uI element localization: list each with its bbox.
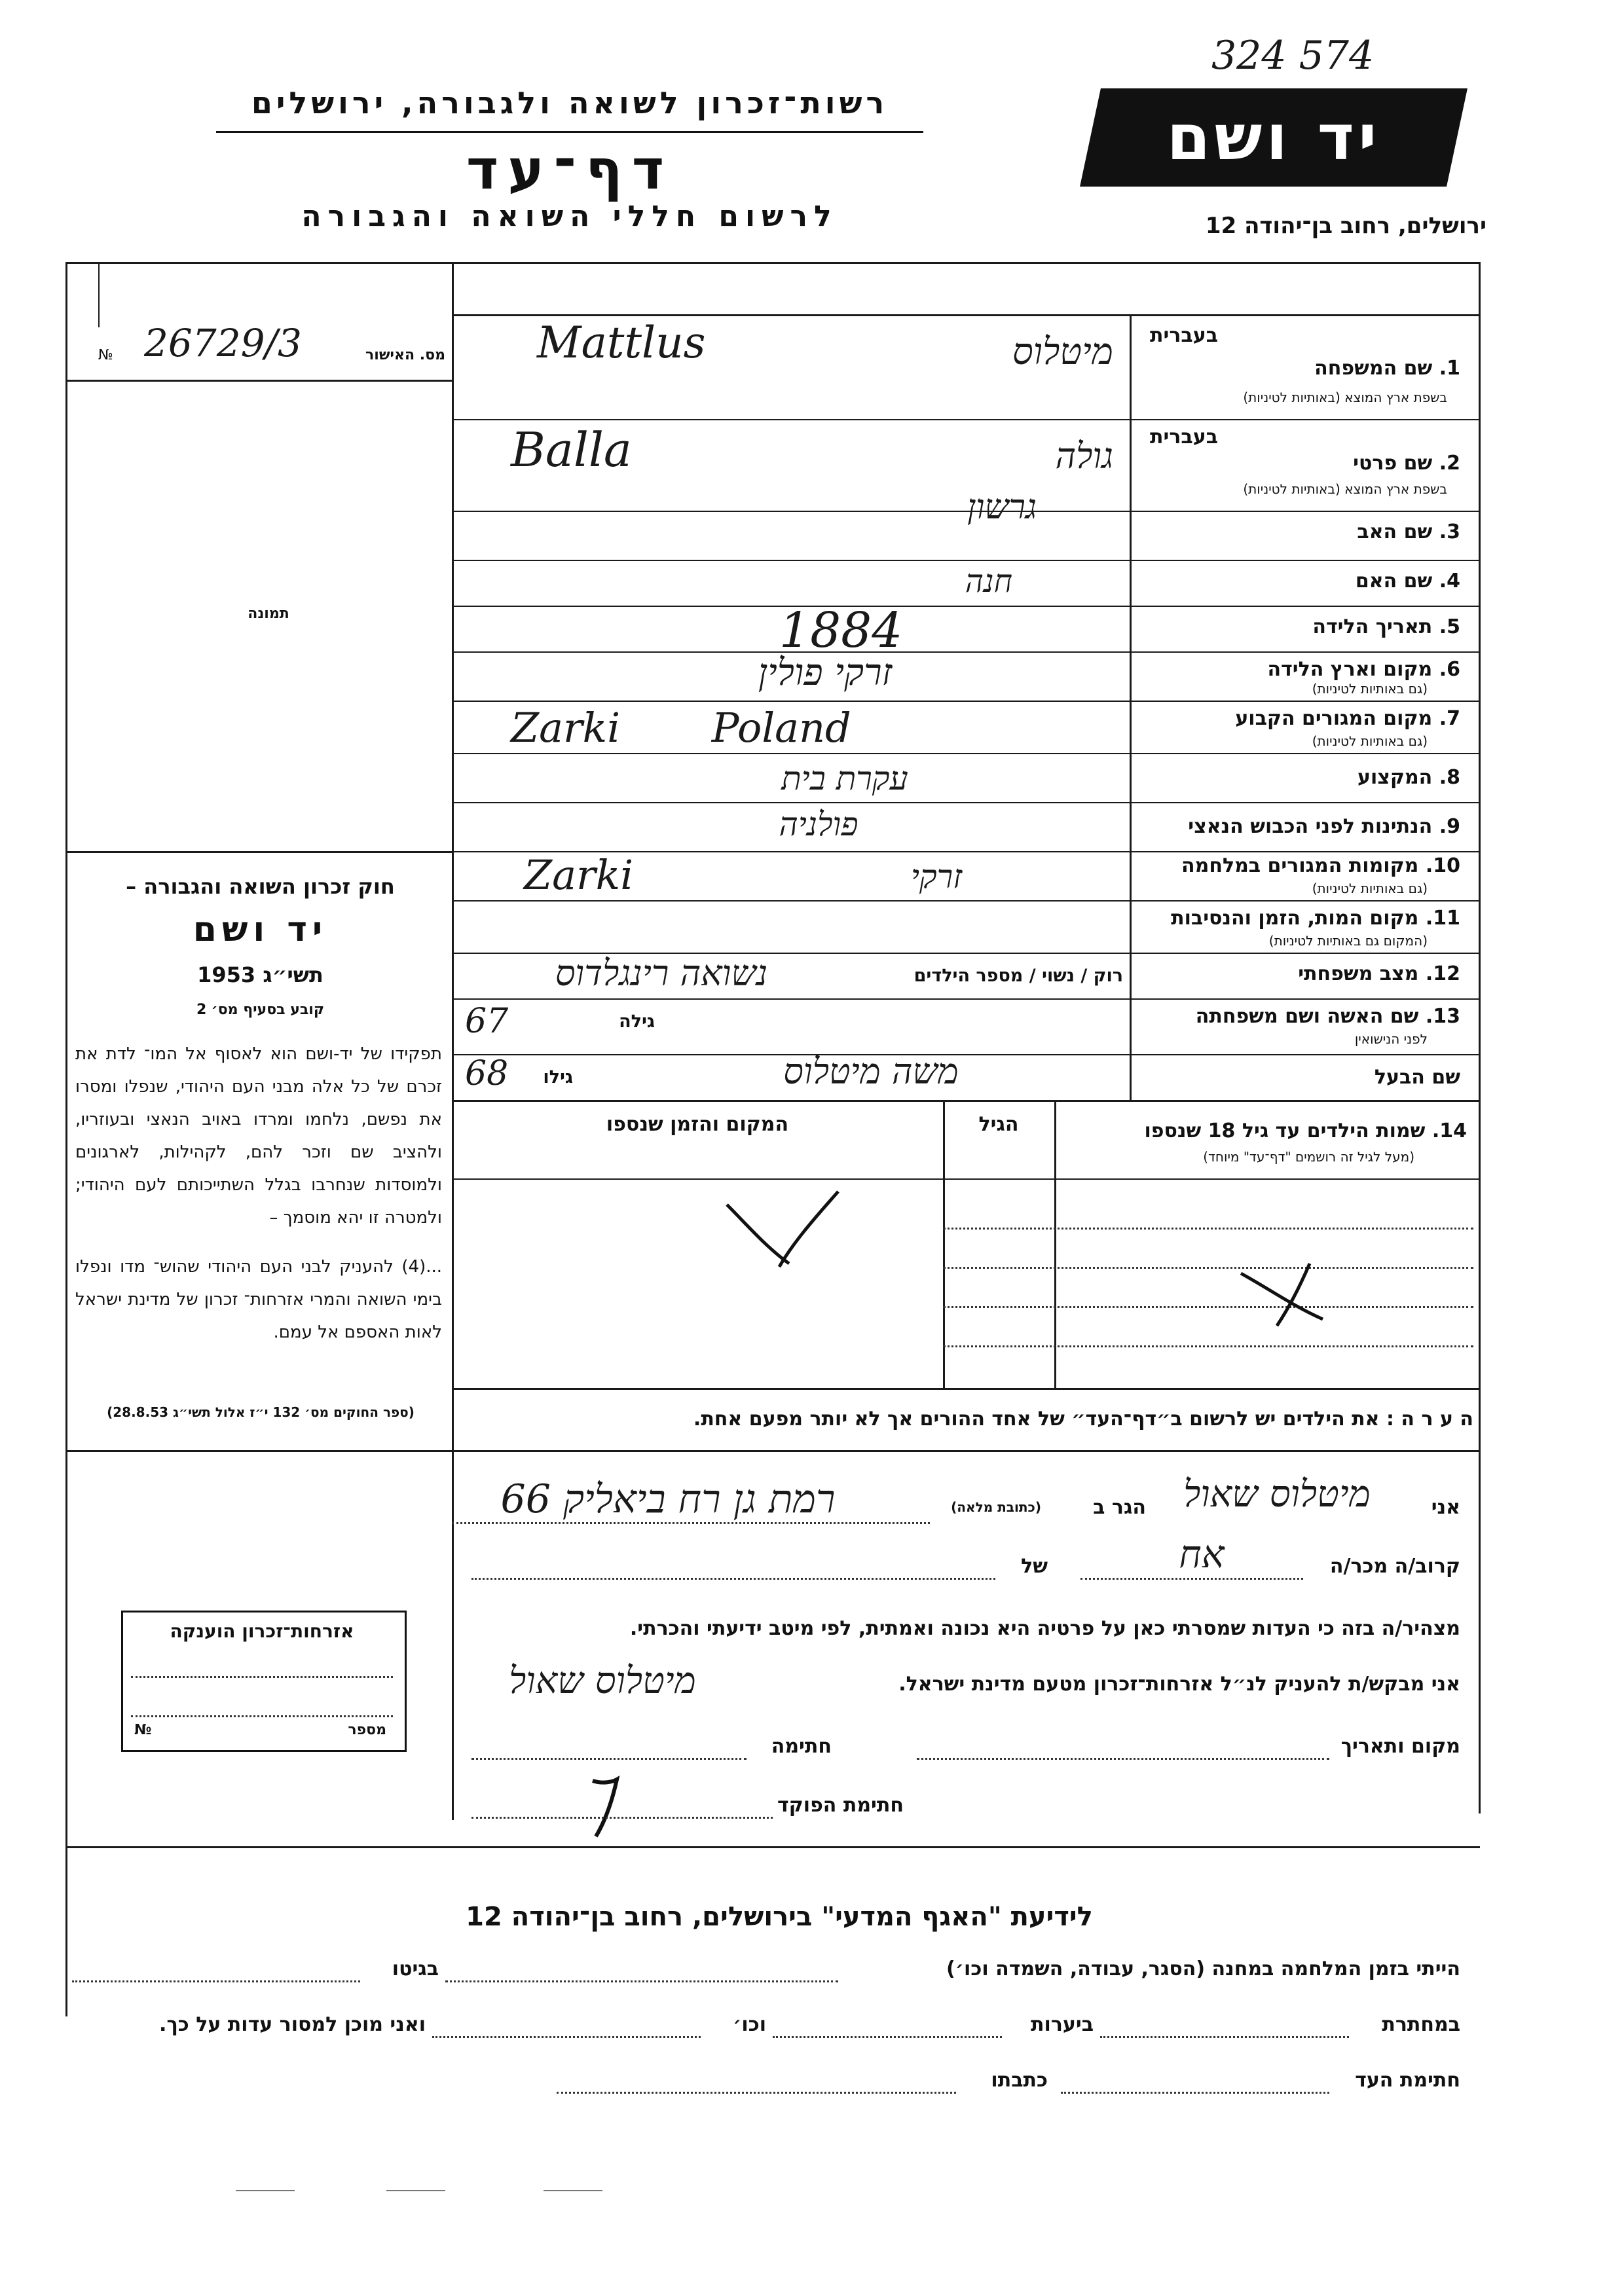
declaration-request: אני מבקש/ת להעניק לנ״ל אזרחות־זכרון מטעם מדינת ישראל. [898,1673,1460,1696]
field-9-label [1139,815,1460,838]
children-title: שמות הילדים עד גיל 18 שנספו [1144,1120,1426,1142]
row-sep-14 [452,1100,1480,1102]
law-name: יד ושם [193,910,328,949]
intel-address-label: כתבתו [991,2069,1048,2092]
field-5-label [1139,615,1460,638]
declaration-relative-label: קרוב/ה מכר/ה [1329,1555,1460,1578]
field-6-text: מקום וארץ הלידה [1267,658,1433,681]
field-2-value-hebrew: גולה [1055,435,1113,477]
children-col-age: הגיל [978,1113,1019,1136]
children-col-1 [943,1100,945,1388]
declaration-statement: מצהיר/ה בזה כי העדות שמסרתי כאן על פרטיה היא נכונה ואמתית, לפי מיטב ידיעתי והכרתי. [629,1617,1460,1640]
field-5-text: תאריך הלידה [1312,615,1433,638]
citizenship-line-1 [131,1676,393,1678]
children-header-rule [452,1178,1480,1180]
officer-signature-label: חתימת הפוקד [777,1794,904,1817]
citizenship-line-2 [131,1715,393,1717]
field-8-text: המקצוע [1357,766,1433,789]
archive-reference: 324 574 [1211,33,1375,79]
field-4-label [1139,570,1460,592]
intel-witness-line [1061,2092,1329,2094]
field-7-label [1139,707,1460,730]
field-12-text: מצב משפחתי [1298,962,1419,985]
husband-age: 68 [465,1054,509,1093]
law-text-2: ...(4) להעניק לבני העם היהודי שהוש־ מדו ונפלו בימי השואה והמרי אזרחות־ זכרון של מדינת ישראל לאות האספם אל עמם. [75,1257,442,1342]
declaration-of-line [471,1578,995,1580]
row-sep-10 [452,900,1480,902]
field-8-value: עקרת בית [781,759,908,797]
field-3-text: שם האב [1357,520,1433,543]
children-cross-right [1231,1257,1329,1329]
field-13-inline-label: גילה [619,1011,655,1032]
field-2-label [1139,452,1460,475]
field-1-num: 1. [1439,357,1460,380]
field-5-num: 5. [1439,615,1460,638]
field-6-num: 6. [1439,658,1460,681]
field-2-sub: בשפת ארץ המוצא (באותיות לטיניות) [1243,481,1447,497]
field-3-label [1139,520,1460,543]
law-clause: קובע בסעיף מס׳ 2 [196,1002,325,1018]
citizenship-number-mark: № [134,1722,152,1738]
field-5-value: 1884 [779,602,903,659]
field-13-sub: לפני הנישואין [1354,1031,1428,1047]
officer-signature-line [471,1817,773,1819]
field-6-value: זרקי פולין [758,651,893,694]
row-sep-6 [452,701,1480,702]
declaration-i-label: אני [1431,1496,1460,1519]
officer-signature-mark [576,1768,635,1840]
field-9-value: פולניה [779,805,858,843]
field-11-sub: (המקום גם באותיות לטיניות) [1268,933,1428,949]
approval-label: מס. האישור [365,347,445,363]
field-7-text: מקום המגורים הקבוע [1235,707,1433,730]
law-text-1: תפקידו של יד-ושם הוא לאסוף אל המו־ לדת את זכרם של כל אלה מבני העם היהודי, שנפלו ומסרו את נפשם, נלחמו ומרדו באויב הנאצי ובעוזריו, ולהציב שם וזכר להם, לקהילות, לארגונים ולמוסדות שנחרבו בגלל השתייכותם לעם היהודי; ולמטרה זו יהא מוסמך – [75,1044,442,1228]
field-7-sub: (גם באותיות לטיניות) [1312,733,1428,749]
children-sub: (מעל לגיל זה רושמים "דף־עד" מיוחד) [1203,1149,1414,1165]
field-4-text: שם האם [1355,570,1433,592]
row-sep-1 [452,419,1480,420]
field-1-label [1139,357,1460,380]
field-13-text: שם האשה ושם משפחתה [1195,1005,1419,1028]
approval-no-mark: № [98,347,113,363]
row-sep-7 [452,753,1480,754]
field-3-num: 3. [1439,520,1460,543]
frame-left [65,262,67,2016]
place-date-label: מקום ותאריך [1340,1735,1460,1758]
field-4-num: 4. [1439,570,1460,592]
field-2-value-latin: Balla [511,422,632,477]
approval-rule [65,380,453,382]
left-approval-divider [98,262,100,327]
field-4-value: חנה [965,563,1013,600]
address: ירושלים, רחוב בן־יהודה 12 [1205,213,1486,239]
field-12-inline-label: רוק / נשוי / מספר הילדים [913,966,1123,986]
children-row-1 [943,1228,1473,1230]
field-11-text: מקום המות, הזמן והנסיבות [1171,907,1419,930]
row-sep-3 [452,560,1480,561]
signature-line [471,1758,747,1760]
field-13-value: 67 [465,1002,509,1041]
field-1-value-latin: Mattlus [537,318,706,368]
field-2-hebrew-tag: בעברית [1150,426,1218,448]
field-8-num: 8. [1439,766,1460,789]
note-rule [65,1450,1480,1452]
row-sep-8 [452,802,1480,803]
field-7-value: Zarki Poland [511,704,851,752]
field-10-sub: (גם באותיות לטיניות) [1312,881,1428,896]
field-12-label [1139,962,1460,985]
field-1-text: שם המשפחה [1314,357,1433,380]
declaration-full-address: (כתובת מלאה) [951,1499,1041,1515]
husband-label: שם הבעל [1374,1066,1460,1089]
children-cross-left [714,1185,845,1270]
husband-inline-label: גילו [543,1067,573,1087]
scan-mark-1 [236,2190,295,2191]
field-11-label [1139,907,1460,930]
form-title: דף־עד [466,137,674,202]
field-3-value: גרשון [967,488,1037,527]
header-rule [216,131,923,133]
husband-value: משה מיטלוס [783,1051,959,1092]
field-6-label [1139,658,1460,681]
declaration-resides-label: הגר ב [1093,1496,1146,1519]
field-9-num: 9. [1439,815,1460,838]
row-sep-12 [452,998,1480,1000]
scan-mark-3 [544,2190,602,2191]
citizenship-title: אזרחות־זכרון הוענקה [170,1620,354,1642]
declaration-relative-line [1080,1578,1303,1580]
law-reference: (ספר החוקים מס׳ 132 י״ז אלול תשי״ג 28.8.53) [107,1404,415,1420]
field-9-text: הנתינות לפני הכבוש הנאצי [1188,815,1433,838]
place-date-line [917,1758,1329,1760]
form-subtitle: לרשום חללי השואה והגבורה [301,200,838,233]
intel-line1-blank-a [445,1980,838,1982]
intel-line1-blank-b [72,1980,360,1982]
children-row-4 [943,1345,1473,1347]
field-6-sub: (גם באותיות לטיניות) [1312,681,1428,697]
row-sep-4 [452,606,1480,607]
field-13-num: 13. [1425,1005,1460,1028]
declaration-address-value: רמת גן רח ביאליק 66 [500,1476,836,1522]
field-13-label [1139,1005,1460,1028]
intel-line2-ready: ואני מוכן למסור עדות על כך. [159,2013,426,2036]
intel-line1-ghetto: בגיטו [392,1958,439,1980]
column-divider [452,262,454,1820]
children-bottom-rule [452,1388,1480,1390]
field-10-value-latin: Zarki [524,851,634,899]
approval-number: 26729/3 [144,321,302,365]
law-year: תשי״ג 1953 [197,962,323,987]
intel-line2-underground: במחתרת [1382,2013,1460,2036]
authority-title: רשות־זכרון לשואה ולגבורה, ירושלים [251,85,889,120]
citizenship-number-label: מספר [348,1722,386,1738]
children-note: ה ע ר ה : את הילדים יש לרשום ב״דף־העד״ של אחד ההורים אך לא יותר מפעם אחת. [693,1408,1473,1430]
field-1-value-hebrew: מיטלוס [1012,331,1113,373]
declaration-name: מיטלוס שאול [1183,1473,1371,1516]
field-12-num: 12. [1425,962,1460,985]
field-8-label [1139,766,1460,789]
intel-line2-etc: וכו׳ [733,2013,766,2036]
intel-line2-blank-b [773,2036,1002,2038]
law-title: חוק זכרון השואה והגבורה – [126,874,395,899]
field-1-sub: בשפת ארץ המוצא (באותיות לטיניות) [1243,390,1447,405]
intel-line1: הייתי בזמן המלחמה במחנה (הסגר, עבודה, השמדה וכו׳) [946,1958,1460,1980]
declaration-request-signature: מיטלוס שאול [509,1660,696,1702]
field-2-text: שם פרטי [1353,452,1433,475]
children-col-place: המקום והזמן שנספו [606,1113,789,1136]
top-strip [452,314,1480,316]
children-row-2 [943,1267,1473,1269]
photo-rule [65,851,453,853]
frame-right [1479,262,1481,1813]
field-1-hebrew-tag: בעברית [1150,324,1218,347]
frame-top [65,262,1480,264]
field-2-num: 2. [1439,452,1460,475]
children-label [1061,1120,1467,1142]
intel-address-line [557,2092,956,2094]
field-12-value: נשואה רינגלדוס [555,953,768,994]
children-col-2 [1054,1100,1056,1388]
declaration-bottom-rule [65,1846,1480,1848]
field-10-num: 10. [1425,854,1460,877]
intel-line2-blank-a [1100,2036,1349,2038]
label-divider [1130,314,1132,1100]
field-7-num: 7. [1439,707,1460,730]
intel-line2-blank-c [432,2036,701,2038]
signature-label: חתימה [771,1735,832,1758]
children-row-3 [943,1306,1473,1308]
field-11-num: 11. [1425,907,1460,930]
intel-line2-forests: ביערות [1031,2013,1094,2036]
logo-text: יד ושם [1166,101,1381,174]
field-10-value-hebrew: זרקי [910,858,963,896]
children-num: 14. [1431,1120,1467,1142]
scan-mark-2 [386,2190,445,2191]
declaration-address-line [452,1522,930,1524]
intel-witness-signature: חתימת העד [1355,2069,1460,2092]
declaration-of-label: של [1021,1555,1048,1578]
field-10-label [1139,854,1460,877]
field-10-text: מקומות המגורים במלחמה [1181,854,1419,877]
photo-label: תמונה [248,606,289,622]
declaration-relative-value: אח [1179,1532,1225,1576]
intel-title: לידיעת "האגף המדעי" בירושלים, רחוב בן־יהודה 12 [466,1902,1093,1932]
